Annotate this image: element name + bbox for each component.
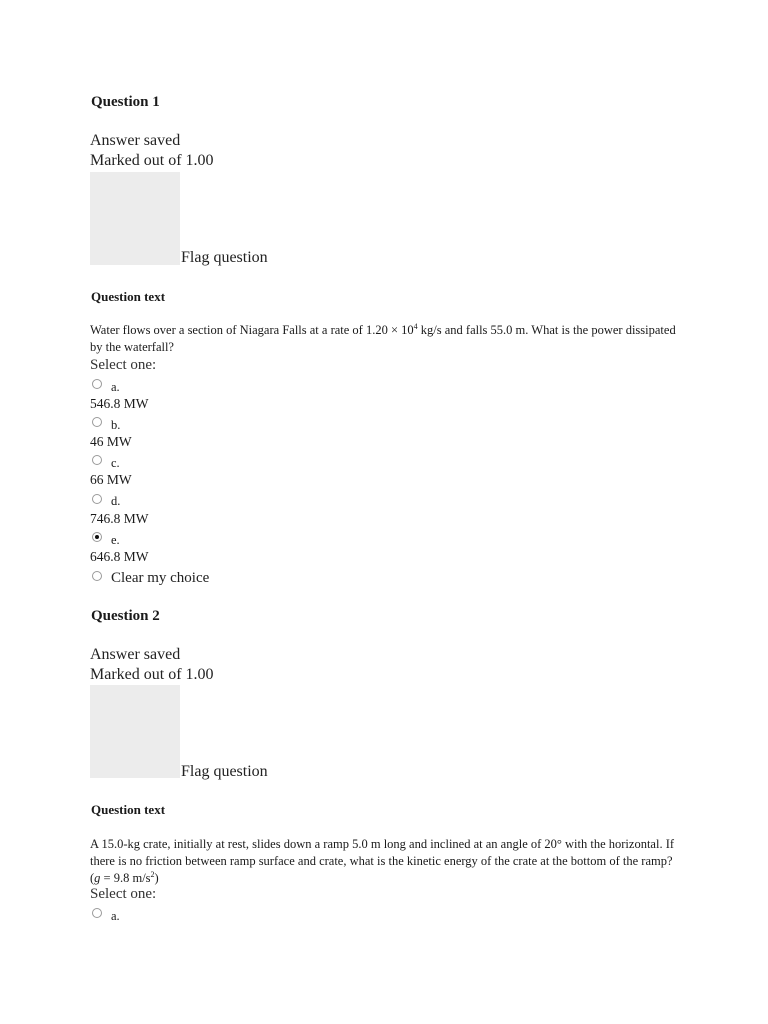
question-1-clear-choice[interactable]: Clear my choice — [111, 570, 210, 586]
question-2-g-exponent: 2 — [150, 869, 155, 879]
question-1-option-e-letter: e. — [111, 533, 120, 547]
flag-icon-placeholder[interactable] — [90, 172, 180, 265]
question-1-flag-button[interactable]: Flag question — [181, 249, 268, 266]
question-1-text-heading: Question text — [91, 289, 166, 304]
question-1-option-d-radio[interactable] — [92, 494, 102, 504]
question-1-option-e-answer: 646.8 MW — [90, 549, 149, 564]
question-1-clear-radio[interactable] — [92, 571, 102, 581]
question-1-option-d-letter: d. — [111, 494, 121, 508]
flag-icon-placeholder[interactable] — [90, 685, 180, 778]
question-2-text-part: A 15.0-kg crate, initially at rest, slides down a ramp 5.0 m long and inclined at an angle of 20° with the horizontal. If there is no friction between ramp surface and crate, what is the kinetic energy of the crate at the bottom of the ramp? ( — [90, 837, 675, 885]
question-2-status: Answer saved — [90, 646, 181, 663]
question-1-option-c-letter: c. — [111, 456, 120, 470]
question-2-marks: Marked out of 1.00 — [90, 666, 214, 683]
question-2-text — [90, 836, 685, 887]
question-1-heading: Question 1 — [91, 94, 160, 110]
question-2-text-close: ) — [154, 871, 159, 885]
question-1-text — [90, 322, 690, 356]
question-1-option-a-letter: a. — [111, 380, 120, 394]
question-1-option-c-radio[interactable] — [92, 455, 102, 465]
question-1-select-label: Select one: — [90, 357, 157, 373]
question-1-marks: Marked out of 1.00 — [90, 152, 214, 169]
question-1-option-a-answer: 546.8 MW — [90, 396, 149, 411]
question-2-heading: Question 2 — [91, 608, 160, 624]
question-1-status: Answer saved — [90, 132, 181, 149]
question-1-text-exponent: 4 — [413, 321, 418, 331]
question-2-flag-button[interactable]: Flag question — [181, 763, 268, 780]
question-1-option-b-letter: b. — [111, 418, 121, 432]
question-1-option-e-radio[interactable] — [92, 532, 102, 542]
question-2-option-a-letter: a. — [111, 909, 120, 923]
question-2-option-a-radio[interactable] — [92, 908, 102, 918]
question-2-g-value: = 9.8 m/s — [100, 871, 151, 885]
question-1-option-c-answer: 66 MW — [90, 472, 132, 487]
question-1-text-part: kg/s and falls 55.0 m. What is the power dissipated by the waterfall? — [90, 323, 676, 354]
question-1-option-a-radio[interactable] — [92, 379, 102, 389]
question-1-option-d-answer: 746.8 MW — [90, 511, 149, 526]
question-1-option-b-answer: 46 MW — [90, 434, 132, 449]
question-2-select-label: Select one: — [90, 886, 157, 902]
question-2-g-symbol: g — [94, 871, 101, 885]
question-2-text-heading: Question text — [91, 802, 166, 817]
question-1-text-part: Water flows over a section of Niagara Falls at a rate of 1.20 × 10 — [90, 323, 414, 337]
question-1-option-b-radio[interactable] — [92, 417, 102, 427]
